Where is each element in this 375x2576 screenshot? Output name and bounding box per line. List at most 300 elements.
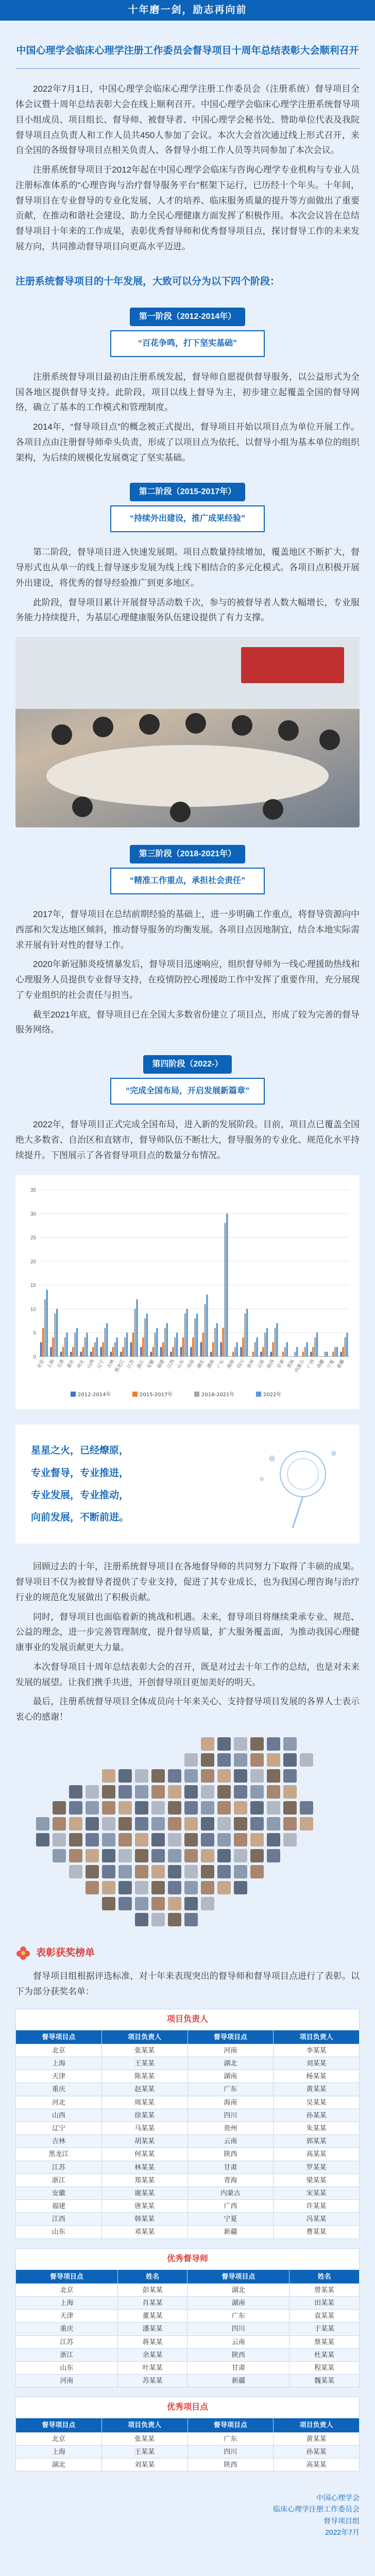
table-cell: 孙某某 xyxy=(274,2445,360,2458)
avatar xyxy=(53,1801,66,1815)
stage-4-name: 第四阶段（2022-） xyxy=(143,1055,232,1074)
quote-line-4: 向前发展，不断前进。 xyxy=(31,1512,129,1523)
table-row xyxy=(16,2458,360,2471)
table-header-cell: 督导项目点 xyxy=(16,2418,102,2432)
table-cell: 湖北 xyxy=(16,2458,102,2471)
photo-person xyxy=(263,799,283,820)
table-cell: 潘某某 xyxy=(117,2323,187,2335)
avatar xyxy=(135,1817,148,1831)
bar xyxy=(204,1304,206,1357)
table-cell: 青海 xyxy=(187,2174,274,2187)
avatar xyxy=(283,1737,297,1751)
table-cell: 唐某某 xyxy=(101,2200,187,2213)
x-tick-label: 新疆 xyxy=(336,1359,346,1370)
bar xyxy=(260,1352,262,1357)
avatar xyxy=(184,1785,198,1799)
table-cell: 杨某某 xyxy=(274,2070,360,2083)
bar xyxy=(70,1352,72,1357)
bar xyxy=(110,1352,112,1357)
avatar xyxy=(250,1753,264,1767)
avatar xyxy=(184,1833,198,1846)
bar xyxy=(234,1347,236,1357)
avatar xyxy=(151,1785,165,1799)
stage-3-paragraph-3: 截至2021年底，督导项目已在全国大多数省份建立了项目点，形成了较为完善的督导服务网络。 xyxy=(15,1009,360,1035)
x-tick-label: 云南 xyxy=(256,1359,266,1370)
x-tick-label: 河南 xyxy=(186,1359,196,1370)
table-cell: 刘某某 xyxy=(101,2458,187,2471)
avatar xyxy=(234,1769,247,1783)
bar xyxy=(132,1333,134,1357)
closing-paragraph-2: 同时，督导项目也面临着新的挑战和机遇。未来，督导项目将继续秉承专业、规范、公益的理念，进一步完善管理制度，提升督导质量，扩大服务覆盖面，为推动我国心理健康事业的发展贡献更大力量。 xyxy=(15,1612,360,1653)
photo-table xyxy=(46,745,329,807)
avatar xyxy=(151,1865,165,1878)
table-header-cell: 姓名 xyxy=(289,2269,360,2283)
honor-intro: 督导项目组根据评选标准，对十年来表现突出的督导师和督导项目点进行了表彰。以下为部分获奖名单： xyxy=(15,1971,360,1996)
avatar xyxy=(184,1769,198,1783)
quote-line-2: 专业督导，专业推进， xyxy=(31,1467,129,1479)
avatar xyxy=(118,1817,132,1831)
avatar xyxy=(267,1849,280,1862)
avatar xyxy=(135,1849,148,1862)
table-row xyxy=(16,2445,360,2458)
bar xyxy=(134,1309,135,1357)
table-cell: 肖某某 xyxy=(117,2297,187,2310)
legend-label: 2022年 xyxy=(263,1392,282,1398)
avatar xyxy=(168,1833,181,1846)
bar xyxy=(314,1337,316,1357)
table-row xyxy=(16,2148,360,2161)
bar xyxy=(136,1299,138,1357)
bar xyxy=(306,1343,308,1357)
avatar xyxy=(86,1817,99,1831)
avatar xyxy=(102,1817,115,1831)
table-cell: 高某某 xyxy=(274,2148,360,2161)
table-cell: 魏某某 xyxy=(289,2375,360,2387)
bar xyxy=(92,1347,94,1357)
x-tick-label: 山西 xyxy=(86,1359,96,1370)
bar xyxy=(100,1347,101,1357)
bar xyxy=(346,1333,348,1357)
table-cell: 王某某 xyxy=(101,2445,187,2458)
bar xyxy=(116,1337,118,1357)
avatar xyxy=(102,1865,115,1878)
table-header-cell: 督导项目点 xyxy=(187,2418,274,2432)
avatar xyxy=(102,1769,115,1783)
photo-person xyxy=(170,802,191,822)
bar xyxy=(42,1328,44,1357)
table-row xyxy=(16,2375,360,2387)
bar xyxy=(226,1214,228,1357)
x-tick-label: 甘肃 xyxy=(276,1359,286,1370)
table-cell: 罗某某 xyxy=(274,2161,360,2174)
table-cell: 朱某某 xyxy=(274,2122,360,2134)
bar xyxy=(96,1337,98,1357)
bar xyxy=(312,1347,314,1357)
table-cell: 邓某某 xyxy=(101,2226,187,2239)
avatar xyxy=(151,1897,165,1910)
closing-paragraph-1: 回顾过去的十年，注册系统督导项目在各地督导师的共同努力下取得了丰硕的成果。督导项目不仅为被督导者提供了专业支持，促进了其专业成长，也为我国心理咨询与治疗行业的规范化发展做出了积极贡献。 xyxy=(15,1562,360,1602)
bar xyxy=(240,1347,242,1357)
table-header-cell: 督导项目点 xyxy=(187,2030,274,2044)
bar xyxy=(200,1343,202,1357)
table-cell: 湖北 xyxy=(187,2283,289,2296)
x-tick-label: 北京 xyxy=(36,1359,46,1370)
stage-1-paragraph-2: 2014年，“督导项目点”的概念被正式提出，督导项目开始以项目点为单位开展工作。各项目点由注册督导师牵头负责，形成了以项目点为依托、以督导小组为基本单位的组织架构，为后续的规模化发展奠定了坚实基础。 xyxy=(15,422,360,463)
avatar xyxy=(118,1865,132,1878)
bar xyxy=(344,1337,346,1357)
table-cell: 山东 xyxy=(16,2226,102,2239)
stage-1-paragraph-1: 注册系统督导项目最初由注册系统发起，督导师自愿提供督导服务，以公益形式为全国各地区提供督导支持。此阶段，项目以线上督导为主，初步建立起覆盖全国的督导网络，确立了基本的工作模式和管理制度。 xyxy=(15,371,360,413)
stage-1-name: 第一阶段（2012-2014年） xyxy=(130,308,246,326)
bar xyxy=(122,1347,124,1357)
closing-paragraph-3: 本次督导项目十周年总结表彰大会的召开，既是对过去十年工作的总结，也是对未来发展的展望。让我们携手共进，开创督导项目更加美好的明天。 xyxy=(15,1662,360,1687)
x-tick-label: 贵州 xyxy=(246,1359,256,1370)
avatar xyxy=(234,1801,247,1815)
bar xyxy=(222,1328,224,1357)
bar xyxy=(212,1343,214,1357)
bar xyxy=(210,1352,212,1357)
table-cell: 田某某 xyxy=(289,2297,360,2310)
y-tick-label: 20 xyxy=(30,1259,36,1265)
bar xyxy=(102,1343,104,1357)
bar xyxy=(264,1333,266,1357)
table-cell: 陕西 xyxy=(187,2148,274,2161)
table-row xyxy=(16,2310,360,2323)
avatar xyxy=(283,1801,297,1815)
table-cell: 甘肃 xyxy=(187,2161,274,2174)
table-cell: 苏某某 xyxy=(117,2375,187,2387)
table-cell: 杜某某 xyxy=(289,2348,360,2361)
bar xyxy=(282,1352,284,1357)
avatar xyxy=(168,1865,181,1878)
table-cell: 黑龙江 xyxy=(16,2148,102,2161)
table-header-cell: 督导项目点 xyxy=(16,2030,102,2044)
table-cell: 湖南 xyxy=(187,2297,289,2310)
table-cell: 吴某某 xyxy=(274,2096,360,2109)
table-cell: 宁夏 xyxy=(187,2213,274,2226)
table-row xyxy=(16,2187,360,2199)
bar xyxy=(76,1328,78,1357)
table-cell: 马某某 xyxy=(101,2122,187,2134)
table-leaders xyxy=(15,2009,360,2239)
quote-line-1: 星星之火，已经燎原， xyxy=(31,1445,129,1456)
bar xyxy=(286,1343,288,1357)
avatar xyxy=(201,1865,214,1878)
avatar xyxy=(53,1833,66,1846)
x-tick-label: 浙江 xyxy=(136,1359,146,1370)
table-cell: 重庆 xyxy=(16,2083,102,2096)
avatar xyxy=(250,1849,264,1862)
x-tick-label: 广东 xyxy=(216,1359,226,1370)
photo-person xyxy=(93,717,113,737)
table-cell: 孙某某 xyxy=(274,2109,360,2122)
bar xyxy=(236,1343,238,1357)
table-cell: 重庆 xyxy=(16,2323,118,2335)
bar xyxy=(206,1295,208,1357)
avatar xyxy=(69,1865,82,1878)
x-tick-label: 海南 xyxy=(226,1359,236,1370)
photo-person xyxy=(319,730,340,750)
table-cell: 广东 xyxy=(187,2432,274,2445)
avatar xyxy=(283,1817,297,1831)
honor-section-heading xyxy=(15,1944,360,1961)
table-row xyxy=(16,2057,360,2070)
x-tick-label: 天津 xyxy=(56,1359,66,1370)
stage-3-theme: “精准工作重点，承担社会责任” xyxy=(110,868,265,894)
table-cell: 四川 xyxy=(187,2323,289,2335)
avatar xyxy=(184,1801,198,1815)
table-cell: 何某某 xyxy=(101,2148,187,2161)
table-cell: 福建 xyxy=(16,2200,102,2213)
stage-2-name: 第二阶段（2015-2017年） xyxy=(130,483,246,501)
table-cell: 上海 xyxy=(16,2297,118,2310)
table-cell: 浙江 xyxy=(16,2348,118,2361)
avatar xyxy=(69,1785,82,1799)
table-cell: 广西 xyxy=(187,2200,274,2213)
bar xyxy=(166,1324,168,1357)
footer xyxy=(15,2492,360,2538)
legend-swatch xyxy=(194,1392,199,1397)
bar xyxy=(112,1347,114,1357)
avatar xyxy=(217,1801,231,1815)
table-cell: 江西 xyxy=(16,2213,102,2226)
bar xyxy=(156,1328,158,1357)
bar xyxy=(262,1347,264,1357)
avatar xyxy=(102,1881,115,1894)
avatar xyxy=(53,1849,66,1862)
x-tick-label: 江苏 xyxy=(126,1359,136,1370)
avatar xyxy=(184,1881,198,1894)
stage-1-heading xyxy=(110,308,265,357)
avatar xyxy=(267,1737,280,1751)
table-cell: 袁某某 xyxy=(289,2310,360,2323)
bar xyxy=(316,1333,318,1357)
bar xyxy=(224,1223,226,1357)
bar xyxy=(50,1347,52,1357)
x-tick-label: 江西 xyxy=(166,1359,176,1370)
table-cell: 黄某某 xyxy=(274,2432,360,2445)
avatar xyxy=(201,1897,214,1910)
table-row xyxy=(16,2109,360,2122)
bar xyxy=(252,1352,254,1357)
avatar xyxy=(300,1801,313,1815)
y-tick-label: 5 xyxy=(33,1331,36,1337)
table-cell: 周某某 xyxy=(101,2096,187,2109)
avatar xyxy=(234,1849,247,1862)
table-cell: 于某某 xyxy=(289,2323,360,2335)
avatar xyxy=(86,1785,99,1799)
stage-4-theme: “完成全国布局，开启发展新篇章” xyxy=(110,1078,265,1105)
avatar xyxy=(234,1833,247,1846)
bar xyxy=(192,1337,194,1357)
x-tick-label: 安徽 xyxy=(146,1359,156,1370)
bar xyxy=(284,1347,286,1357)
stage-3-paragraph-2: 2020年新冠肺炎疫情暴发后，督导项目迅速响应，组织督导师为一线心理援助热线和心理服务人员提供专业督导支持，在疫情防控心理援助工作中发挥了重要作用，充分展现了专业组织的社会责任与担当。 xyxy=(15,959,360,1000)
bar xyxy=(54,1314,56,1357)
bar xyxy=(304,1347,306,1357)
stage-4-paragraph-1: 2022年，督导项目正式完成全国布局，进入新的发展阶段。目前，项目点已覆盖全国绝大多数省、自治区和直辖市，督导师队伍不断壮大，督导服务的专业化、规范化水平持续提升。下图展示了各省督导项目点的数量分布情况。 xyxy=(15,1120,360,1160)
bar xyxy=(62,1347,64,1357)
avatar xyxy=(201,1881,214,1894)
bar xyxy=(86,1333,88,1357)
bar xyxy=(326,1352,328,1357)
avatar xyxy=(118,1897,132,1910)
avatar xyxy=(217,1865,231,1878)
table-cell: 陕西 xyxy=(187,2348,289,2361)
legend-swatch xyxy=(71,1392,76,1397)
avatar xyxy=(250,1817,264,1831)
avatar xyxy=(201,1849,214,1862)
avatar xyxy=(184,1753,198,1767)
avatar xyxy=(102,1849,115,1862)
stage-2-paragraph-1: 第二阶段，督导项目进入快速发展期。项目点数量持续增加，覆盖地区不断扩大，督导形式也从单一的线上督导逐步发展为线上线下相结合的多元化模式。各项目点积极开展外出建设，将优秀的督导经验推广到更多地区。 xyxy=(15,547,360,588)
avatar xyxy=(135,1769,148,1783)
table-cell: 天津 xyxy=(16,2070,102,2083)
x-tick-label: 山东 xyxy=(176,1359,186,1370)
table-row xyxy=(16,2122,360,2134)
bar xyxy=(302,1352,304,1357)
avatar xyxy=(86,1881,99,1894)
table-cell: 郭某某 xyxy=(274,2135,360,2148)
bar xyxy=(152,1347,154,1357)
table-sites-title: 优秀项目点 xyxy=(15,2397,360,2418)
stage-3-paragraph-1: 2017年，督导项目在总结前期经验的基础上，进一步明确工作重点，将督导资源向中西部和欠发达地区倾斜，推动督导服务的均衡发展。各项目点因地制宜，结合本地实际需求开展有针对性的督导工作。 xyxy=(15,909,360,950)
bar xyxy=(196,1314,198,1357)
bar xyxy=(186,1309,187,1357)
table-cell: 余某某 xyxy=(117,2348,187,2361)
bar xyxy=(170,1352,172,1357)
avatar xyxy=(36,1833,49,1846)
intro-paragraph-2: 注册系统督导项目于2012年起在中国心理学会临床与咨询心理学专业机构与专业人员注册标准体系的“心理咨询与治疗督导服务平台”框架下运行，已历经十个年头。十年间，督导项目在专业督导的专业化发展、人才的培养、临床服务质量的提升等方面做出了重要贡献，在推动和谐社会建设、助力全民心理健康方面发挥了积极作用。本次会议旨在总结督导项目十年来的工作成果，表彰优秀督导师和优秀督导项目点，探讨督导工作的未来发展方向，共同推动督导项目向更高水平迈进。 xyxy=(15,165,360,251)
footer-org-2: 临床心理学注册工作委员会 xyxy=(273,2505,360,2514)
avatar xyxy=(168,1881,181,1894)
title-divider xyxy=(15,68,360,69)
bar xyxy=(52,1337,54,1357)
avatar xyxy=(151,1817,165,1831)
avatar xyxy=(168,1897,181,1910)
table-cell: 李某某 xyxy=(274,2044,360,2057)
avatar xyxy=(69,1817,82,1831)
table-cell: 陕西 xyxy=(187,2458,274,2471)
bar xyxy=(342,1347,344,1357)
avatar xyxy=(168,1801,181,1815)
y-tick-label: 30 xyxy=(30,1211,36,1217)
quote-card xyxy=(15,1425,360,1544)
bar xyxy=(276,1324,278,1357)
bar xyxy=(244,1314,246,1357)
bar xyxy=(294,1352,296,1357)
avatar xyxy=(234,1881,247,1894)
avatar xyxy=(118,1801,132,1815)
avatar xyxy=(250,1785,264,1799)
table-row xyxy=(16,2044,360,2057)
bar xyxy=(40,1343,42,1357)
avatar xyxy=(283,1833,297,1846)
province-bar-chart xyxy=(15,1175,360,1409)
table-cell: 叶某某 xyxy=(117,2361,187,2374)
table-cell: 江苏 xyxy=(16,2335,118,2348)
closing-paragraph-4: 最后，注册系统督导项目全体成员向十年来关心、支持督导项目发展的各界人士表示衷心的感谢！ xyxy=(15,1697,360,1722)
bar xyxy=(106,1324,108,1357)
avatar xyxy=(102,1897,115,1910)
table-supervisors xyxy=(15,2248,360,2388)
y-tick-label: 35 xyxy=(30,1188,36,1194)
avatar xyxy=(151,1913,165,1926)
stage-3-heading xyxy=(110,845,265,894)
bar xyxy=(194,1318,196,1357)
table-row xyxy=(16,2226,360,2239)
bar xyxy=(80,1352,82,1357)
avatar xyxy=(234,1737,247,1751)
table-cell: 北京 xyxy=(16,2044,102,2057)
table-cell: 曹某某 xyxy=(274,2226,360,2239)
bar xyxy=(66,1333,67,1357)
bar xyxy=(82,1347,84,1357)
x-tick-label: 内蒙古 xyxy=(294,1359,306,1374)
avatar xyxy=(250,1865,264,1878)
table-cell: 北京 xyxy=(16,2283,118,2296)
table-cell: 胡某某 xyxy=(101,2135,187,2148)
avatar xyxy=(217,1833,231,1846)
bar xyxy=(270,1352,272,1357)
table-row xyxy=(16,2213,360,2226)
table-header-cell: 督导项目点 xyxy=(16,2269,118,2283)
bar xyxy=(190,1347,192,1357)
bar xyxy=(44,1299,46,1357)
bar xyxy=(216,1324,218,1357)
table-cell: 张某某 xyxy=(101,2044,187,2057)
table-cell: 浙江 xyxy=(16,2174,102,2187)
table-cell: 天津 xyxy=(16,2310,118,2323)
table-header-cell: 项目负责人 xyxy=(274,2418,360,2432)
table-cell: 蒋某某 xyxy=(117,2335,187,2348)
x-tick-label: 上海 xyxy=(46,1359,56,1370)
avatar xyxy=(118,1849,132,1862)
table-row xyxy=(16,2070,360,2083)
bar xyxy=(120,1352,122,1357)
table-leaders-title: 项目负责人 xyxy=(15,2009,360,2030)
avatar xyxy=(168,1769,181,1783)
photo-person xyxy=(139,714,160,735)
bar xyxy=(272,1343,274,1357)
x-tick-label: 青海 xyxy=(286,1359,296,1370)
table-row xyxy=(16,2096,360,2109)
avatar xyxy=(135,1801,148,1815)
avatar xyxy=(234,1865,247,1878)
stage-4-heading xyxy=(110,1055,265,1105)
avatar xyxy=(201,1753,214,1767)
avatar xyxy=(184,1865,198,1878)
bar xyxy=(246,1309,248,1357)
bar xyxy=(124,1337,126,1357)
avatar xyxy=(102,1801,115,1815)
table-cell: 徐某某 xyxy=(101,2109,187,2122)
avatar xyxy=(267,1801,280,1815)
photo-person xyxy=(52,724,72,745)
avatar xyxy=(250,1801,264,1815)
avatar xyxy=(250,1833,264,1846)
avatar xyxy=(217,1849,231,1862)
table-supervisors-title: 优秀督导师 xyxy=(15,2248,360,2269)
bar xyxy=(214,1328,216,1357)
table-cell: 宋某某 xyxy=(274,2187,360,2199)
bar xyxy=(60,1352,62,1357)
avatar xyxy=(201,1817,214,1831)
avatar xyxy=(168,1913,181,1926)
avatar xyxy=(201,1801,214,1815)
avatar xyxy=(201,1737,214,1751)
avatar xyxy=(118,1769,132,1783)
